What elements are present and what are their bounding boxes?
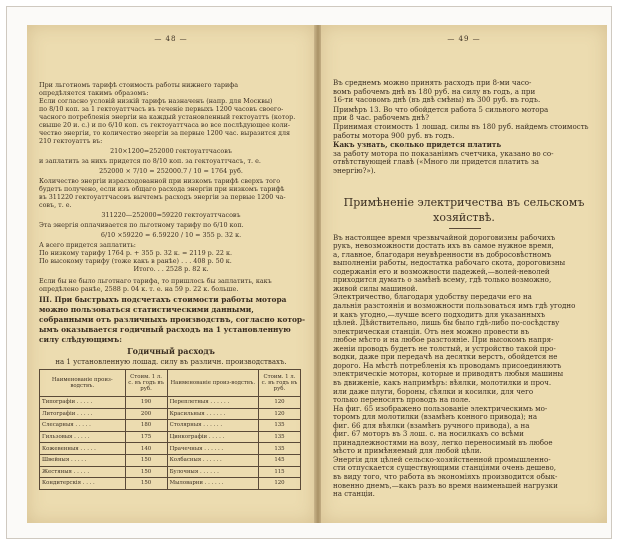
- left-text-line: III. При быстрыхъ подсчетахъ стоимости работы мотора: [39, 295, 287, 304]
- right-body-line: любое мѣсто и на любое разстояніе. При высокомъ напря-: [333, 335, 554, 345]
- right-body-line: выполненіи работы, недостатка рабочаго скота, дороговизны: [333, 258, 566, 268]
- right-body-line: содержанія его и возможности падежей,—волей-неволей: [333, 266, 550, 276]
- left-text-line: свыше 20 и. с.) и по 6/10 коп. съ гектоуаттчаса во все послѣдующее коли-: [39, 121, 291, 129]
- right-body-line: торомъ для молотилки (взамѣнъ конного привода); на: [333, 412, 538, 422]
- table-cell-name: Цинкографіи . . . . .: [167, 431, 258, 443]
- table-cell-cost: 120: [258, 397, 300, 409]
- table-cell-cost: 140: [125, 443, 167, 455]
- table-cell-name: Типографіи . . . . .: [40, 397, 126, 409]
- right-text-line: за работу мотора по показаніямъ счетчика, указано во со-: [333, 148, 554, 158]
- right-body-line: мѣсто и примѣняемый для любой цѣли.: [333, 446, 482, 456]
- left-text-line: Если согласно условій низкій тарифъ назначенъ (напр. для Москвы): [39, 97, 273, 105]
- left-text-line: опредѣляется такимъ образомъ:: [39, 89, 149, 97]
- left-text-line: По низкому тарифу 1764 р. + 355 р. 32 к. = 2119 р. 22 к.: [39, 249, 233, 257]
- col-header-name-2: Наименованіе произ-водствъ.: [167, 370, 258, 397]
- table-cell-cost: 150: [125, 478, 167, 490]
- col-header-cost-2: Стоим. 1 л. с. въ годъ въ руб.: [258, 370, 300, 397]
- right-body-line: въ виду того, что работа въ экономіяхъ производится обык-: [333, 472, 558, 481]
- table-title: Годичный расходъ: [127, 346, 215, 356]
- table-cell-name: Переплетныя . . . . . .: [167, 397, 258, 409]
- table-cell-cost: 190: [125, 397, 167, 409]
- image-frame: [6, 6, 612, 539]
- table-cell-cost: 180: [125, 420, 167, 432]
- left-text-line: и заплатить за нихъ придется по 8/10 коп. за гектоуаттчасъ, т. е.: [39, 157, 261, 165]
- table-cell-name: Прачечныя . . . . . .: [167, 443, 258, 455]
- right-body-line: На фиг. 65 изображено пользованіе электрическимъ мо-: [333, 403, 548, 413]
- right-text-line: вомъ рабочемъ днѣ въ 180 руб. на силу въ годъ, а при: [333, 86, 536, 96]
- right-body-line: въ движеніе, какъ напримѣръ: вѣялки, молотилки и проч.: [333, 377, 552, 387]
- table-cell-name: Швейныя . . . . .: [40, 454, 126, 466]
- right-body-line: дальнія разстоянія и возможности пользоваться имъ гдѣ угодно: [333, 301, 576, 310]
- right-body-line: фиг. 67 моторъ въ 3 лош. с. на носилкахъ со всѣми: [333, 429, 524, 439]
- right-text-line: энергію?»).: [333, 166, 376, 175]
- right-body-line: женіи проводъ будетъ не толстый, и устройство такой про-: [333, 343, 556, 353]
- right-text-line: Въ среднемъ можно принять расходъ при 8-ми часо-: [333, 78, 532, 87]
- table-cell-cost: 120: [258, 478, 300, 490]
- right-page: [321, 25, 607, 523]
- left-text-line: силу слѣдующимъ:: [39, 335, 122, 344]
- table-cell-cost: 120: [258, 408, 300, 420]
- table-cell-name: Столярныя . . . . . .: [167, 420, 258, 432]
- table-cell-cost: 175: [125, 431, 167, 443]
- left-text-line: часного потребленія энергіи на каждый установленный гектоуаттъ (котор.: [39, 113, 296, 121]
- right-body-line: принадлежностями на возу, легко переносимый въ любое: [333, 437, 553, 447]
- table-row: [40, 408, 301, 420]
- left-text-line: можно пользоваться статистическими данными,: [39, 305, 254, 314]
- left-text-line: чество энергіи, то количество энергіи за первые 1200 час. выразится для: [39, 129, 291, 137]
- right-body-line: живой силы машиной.: [333, 283, 418, 293]
- left-text-line: 6/10 ×59220 = 6.59220 / 10 = 355 р. 32 к.: [100, 231, 242, 239]
- right-body-line: и какъ угодно,—лучше всего подходитъ для указанныхъ: [333, 309, 546, 319]
- table-cell-cost: 145: [258, 454, 300, 466]
- table-cell-name: Колбасныя . . . . . .: [167, 454, 258, 466]
- left-text-line: Количество энергіи израсходованной при низкомъ тарифѣ сверхъ того: [39, 177, 281, 185]
- table-cell-name: Жестяныя . . . . .: [40, 466, 126, 478]
- right-text-line: Какъ узнать, сколько придется платить: [333, 140, 502, 150]
- left-text-line: совъ, т. е.: [39, 201, 72, 209]
- heading-divider: [449, 228, 481, 229]
- right-body-line: только переносятъ проводъ на поле.: [333, 395, 471, 405]
- table-row: [40, 478, 301, 490]
- table-subtitle: на 1 установленную лошад. силу въ различн. производствахъ.: [55, 358, 287, 366]
- table-row: [40, 466, 301, 478]
- right-body-line: новенно днемъ,—какъ разъ во время наименьшей нагрузки: [333, 480, 558, 490]
- table-row: [40, 397, 301, 409]
- table-cell-name: Мыловарни . . . . . .: [167, 478, 258, 490]
- left-text-line: опредѣлено ранѣе, 2588 р. 04 к. т. е. на 59 р. 22 к. больше.: [39, 285, 239, 293]
- right-body-line: сти отпускается существующими станціями очень дешево,: [333, 463, 556, 473]
- table-cell-cost: 135: [258, 420, 300, 432]
- left-text-line: А всего придется заплатить:: [39, 241, 136, 249]
- right-body-line: рукъ, невозможности достать ихъ въ самое нужное время,: [333, 241, 554, 251]
- table-cell-name: Красильныя . . . . . .: [167, 408, 258, 420]
- table-cell-name: Литографіи . . . . .: [40, 408, 126, 420]
- right-body-line: или даже плуги, бороны, сѣялки и косилки, для чего: [333, 386, 534, 396]
- right-text-line: Примѣръ 13. Во что обойдется работа 5 сильного мотора: [333, 104, 549, 114]
- col-header-cost-1: Стоим. 1 л. с. въ годъ въ руб.: [125, 370, 167, 397]
- page-number-left: — 48 —: [154, 35, 188, 43]
- table-cell-name: Кожевенныя . . . . .: [40, 443, 126, 455]
- page-number-right: — 49 —: [447, 35, 481, 43]
- left-text-line: 210×1200=252000 гектоуаттчасовъ: [110, 147, 232, 155]
- table-cell-name: Булочныя . . . . . .: [167, 466, 258, 478]
- left-text-line: собранными отъ различныхъ производствъ, согласно котор-: [39, 315, 305, 324]
- left-text-line: Если бы не было льготнаго тарифа, то пришлось бы заплатить, какъ: [39, 277, 272, 285]
- table-cell-cost: 150: [125, 454, 167, 466]
- left-text-line: 210 гектоуаттъ въ:: [39, 137, 103, 145]
- right-text-line: при 8 час. рабочемъ днѣ?: [333, 113, 430, 123]
- right-body-line: цѣлей. Дѣйствительно, лишь бы было гдѣ-либо по-сосѣдству: [333, 318, 560, 328]
- right-text-line: работы мотора 900 руб. въ годъ.: [333, 130, 455, 140]
- table-row: [40, 454, 301, 466]
- left-text-line: въ 311220 гектоуаттчасовъ вычтемъ расходъ энергіи за первые 1200 ча-: [39, 193, 286, 201]
- left-text-line: будетъ получено, если изъ общаго расхода энергіи при низкомъ тарифѣ: [39, 185, 285, 193]
- table-cell-cost: 135: [258, 431, 300, 443]
- right-body-line: электрическая станція. Отъ нея можно провести въ: [333, 326, 530, 336]
- right-text-line: отвѣтствующей главѣ («Много ли придется платить за: [333, 157, 539, 167]
- right-body-line: Энергія для цѣлей сельско-хозяйственной промышленно-: [333, 454, 551, 464]
- table-row: [40, 431, 301, 443]
- left-page: [27, 25, 315, 523]
- tariff-table: [39, 369, 301, 490]
- section-heading: Примѣненіе электричества въ сельскомъ: [343, 195, 585, 209]
- right-body-line: Въ настоящее время чрезвычайной дороговизны рабочихъ: [333, 232, 556, 242]
- right-body-line: на станціи.: [333, 489, 375, 499]
- left-text-line: ымъ оказывается годичный расходъ на 1 установленную: [39, 325, 291, 334]
- right-body-line: электрическіе моторы, которые и приводятъ любыя машины: [333, 369, 564, 379]
- table-cell-cost: 115: [258, 466, 300, 478]
- table-cell-cost: 150: [125, 466, 167, 478]
- table-cell-cost: 135: [258, 443, 300, 455]
- table-row: [40, 420, 301, 432]
- left-text-line: При льготномъ тарифѣ стоимость работы нижнего тарифа: [39, 81, 239, 89]
- table-row: [40, 443, 301, 455]
- right-body-line: дорого. На мѣстѣ потребленія къ проводамъ присоединяютъ: [333, 360, 562, 370]
- right-body-line: приходится думать о замѣнѣ всему, гдѣ только возможно,: [333, 275, 552, 285]
- right-body-line: Электричество, благодаря удобству передачи его на: [333, 292, 532, 302]
- right-text-line: 16-ти часовомъ днѣ (въ двѣ смѣны) въ 300 руб. въ годъ.: [333, 95, 541, 105]
- right-body-line: водки, даже при передачѣ на десятки верстъ, обойдется не: [333, 352, 558, 362]
- left-text-line: 311220—252000=59220 гектоуаттчасовъ: [101, 211, 241, 219]
- right-text-line: Принимая стоимость 1 лошад. силы въ 180 руб. найдемъ стоимость: [333, 122, 589, 131]
- left-text-line: Эта энергія оплачивается по льготному тарифу по 6/10 коп.: [39, 221, 244, 229]
- col-header-name-1: Наименованіе произ-водствъ.: [40, 370, 126, 397]
- left-text-line: 252000 × 7/10 = 252000.7 / 10 = 1764 руб.: [99, 167, 243, 175]
- table-cell-name: Кондитерскія . . . .: [40, 478, 126, 490]
- table-cell-cost: 200: [125, 408, 167, 420]
- left-text-line: Итого. . . 2528 р. 82 к.: [133, 265, 209, 273]
- right-body-line: а, главное, благодаря неувѣренности въ добросовѣстномъ: [333, 249, 552, 259]
- table-cell-name: Слесарныя . . . . .: [40, 420, 126, 432]
- table-cell-name: Гильзовыя . . . . .: [40, 431, 126, 443]
- left-text-line: по 8/10 коп. за 1 гектоуаттчасъ въ теченіе первыхъ 1200 часовъ своего-: [39, 105, 284, 113]
- left-text-line: По высокому тарифу (тоже какъ в ранѣе) . . . 408 р. 50 к.: [39, 257, 232, 265]
- section-heading-cont: хозяйствѣ.: [433, 210, 495, 224]
- right-body-line: фиг. 66 для вѣялки (взамѣнъ ручного привода), а на: [333, 420, 530, 430]
